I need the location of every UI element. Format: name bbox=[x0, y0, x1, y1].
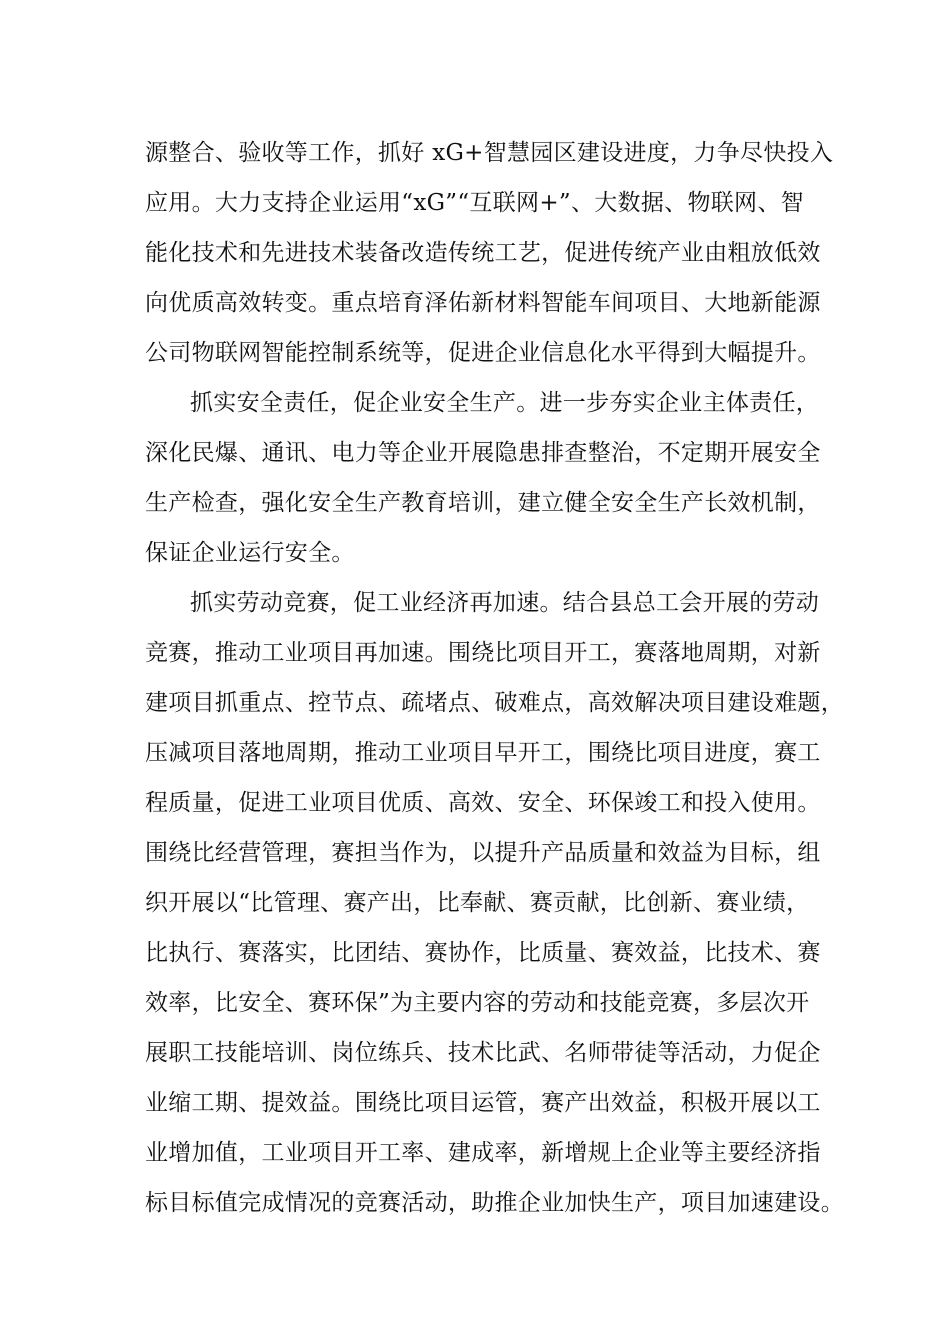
paragraph-3-line-11: 业缩工期、提效益。围绕比项目运管，赛产出效益，积极开展以工 bbox=[145, 1090, 821, 1116]
paragraph-3-line-9: 效率，比安全、赛环保”为主要内容的劳动和技能竞赛，多层次开 bbox=[145, 990, 810, 1016]
paragraph-1-line-1: 源整合、验收等工作，抓好 xG+智慧园区建设进度，力争尽快投入 bbox=[145, 140, 834, 166]
paragraph-3-line-13: 标目标值完成情况的竞赛活动，助推企业加快生产，项目加速建设。 bbox=[145, 1190, 844, 1216]
paragraph-2-line-3: 生产检查，强化安全生产教育培训，建立健全安全生产长效机制， bbox=[145, 490, 821, 516]
paragraph-1-line-5: 公司物联网智能控制系统等，促进企业信息化水平得到大幅提升。 bbox=[145, 340, 821, 366]
paragraph-2-line-4: 保证企业运行安全。 bbox=[145, 540, 355, 566]
paragraph-3-line-10: 展职工技能培训、岗位练兵、技术比武、名师带徒等活动，力促企 bbox=[145, 1040, 821, 1066]
paragraph-3-line-7: 织开展以“比管理、赛产出，比奉献、赛贡献，比创新、赛业绩， bbox=[145, 890, 810, 916]
paragraph-3-line-6: 围绕比经营管理，赛担当作为，以提升产品质量和效益为目标，组 bbox=[145, 840, 821, 866]
paragraph-3-line-2: 竞赛，推动工业项目再加速。围绕比项目开工，赛落地周期，对新 bbox=[145, 640, 821, 666]
paragraph-2-line-1: 抓实安全责任，促企业安全生产。进一步夯实企业主体责任， bbox=[190, 390, 820, 416]
paragraph-3-line-12: 业增加值，工业项目开工率、建成率，新增规上企业等主要经济指 bbox=[145, 1140, 821, 1166]
paragraph-1-line-3: 能化技术和先进技术装备改造传统工艺，促进传统产业由粗放低效 bbox=[145, 240, 821, 266]
paragraph-1-line-4: 向优质高效转变。重点培育泽佑新材料智能车间项目、大地新能源 bbox=[145, 290, 821, 316]
paragraph-1-line-2: 应用。大力支持企业运用“xG”“互联网+”、大数据、物联网、智 bbox=[145, 190, 804, 216]
paragraph-3-line-4: 压减项目落地周期，推动工业项目早开工，围绕比项目进度，赛工 bbox=[145, 740, 821, 766]
paragraph-3-line-5: 程质量，促进工业项目优质、高效、安全、环保竣工和投入使用。 bbox=[145, 790, 821, 816]
paragraph-3-line-1: 抓实劳动竞赛，促工业经济再加速。结合县总工会开展的劳动 bbox=[190, 590, 820, 616]
paragraph-3-line-8: 比执行、赛落实，比团结、赛协作，比质量、赛效益，比技术、赛 bbox=[145, 940, 821, 966]
paragraph-2-line-2: 深化民爆、通讯、电力等企业开展隐患排查整治，不定期开展安全 bbox=[145, 440, 821, 466]
paragraph-3-line-3: 建项目抓重点、控节点、疏堵点、破难点，高效解决项目建设难题， bbox=[145, 690, 844, 716]
